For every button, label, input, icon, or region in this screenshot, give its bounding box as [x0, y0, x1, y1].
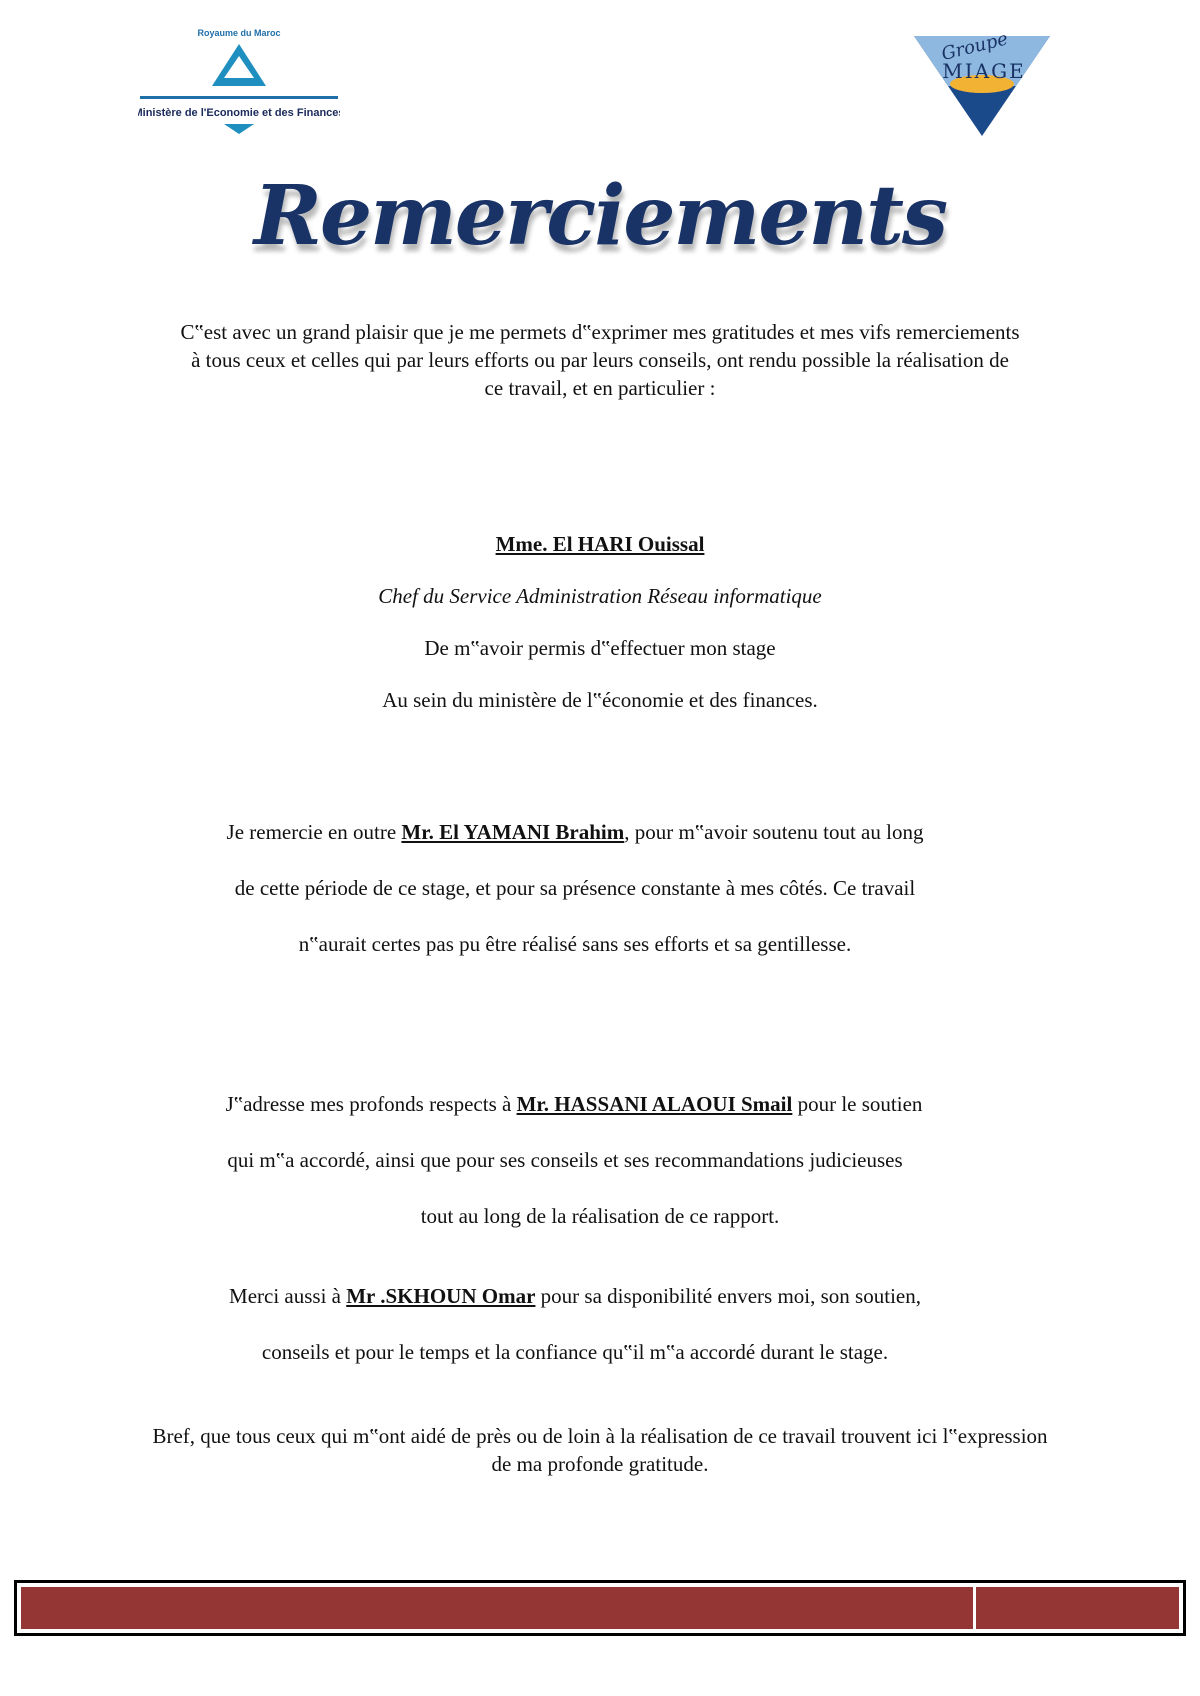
name-skhoun: Mr .SKHOUN Omar — [346, 1284, 536, 1308]
section3-line1 — [0, 1092, 1174, 1117]
section4-line2: conseils et pour le temps et la confiance qu‟il m‟a accordé durant le stage. — [261, 1340, 889, 1364]
miage-logo-word: MIAGE — [942, 59, 1026, 83]
name-hassani-alaoui: Mr. HASSANI ALAOUI Smail — [516, 1092, 793, 1116]
intro-paragraph: C‟est avec un grand plaisir que je me permets d‟exprimer mes gratitudes et mes vifs remerciements à tous ceux et celles qui par leurs efforts ou par leurs conseils, ont rendu possible la réalisation de ce travail, et en particulier : — [180, 320, 1020, 400]
section3-post: pour le soutien — [792, 1092, 923, 1116]
section2-post: , pour m‟avoir soutenu tout au long — [624, 820, 924, 844]
section1-line1: De m‟avoir permis d‟effectuer mon stage — [424, 636, 776, 660]
section2-pre: Je remercie en outre — [226, 820, 402, 844]
ministry-logo-bottom-text: Ministère de l'Economie et des Finances — [138, 107, 340, 119]
footer-bar — [21, 1587, 1179, 1629]
section1-line2: Au sein du ministère de l‟économie et des finances. — [382, 688, 818, 712]
ministry-logo-top-text: Royaume du Maroc — [197, 28, 281, 38]
section2-line1 — [0, 820, 1175, 845]
miage-logo — [912, 24, 1052, 136]
section4-line1 — [0, 1284, 1175, 1309]
footer-divider — [973, 1587, 976, 1629]
closing-paragraph: Bref, que tous ceux qui m‟ont aidé de près ou de loin à la réalisation de ce travail trouvent ici l‟expression de ma profonde gratitude. — [152, 1424, 1048, 1476]
section3-line2: qui m‟a accordé, ainsi que pour ses conseils et ses recommandations judicieuses — [227, 1148, 903, 1172]
section2-line3: n‟aurait certes pas pu être réalisé sans ses efforts et sa gentillesse. — [298, 932, 852, 956]
section2-line2: de cette période de ce stage, et pour sa présence constante à mes côtés. Ce travail — [234, 876, 916, 900]
name-el-yamani: Mr. El YAMANI Brahim — [401, 820, 625, 844]
section4-pre: Merci aussi à — [229, 1284, 347, 1308]
ministry-logo — [138, 26, 340, 134]
footer-band — [14, 1580, 1186, 1636]
page-title: Remerciements — [253, 168, 947, 264]
miage-logo-script: Groupe — [939, 28, 1011, 66]
section4-post: pour sa disponibilité envers moi, son soutien, — [535, 1284, 921, 1308]
role-line: Chef du Service Administration Réseau informatique — [378, 584, 822, 608]
name-el-hari: Mme. El HARI Ouissal — [495, 532, 705, 556]
section3-line3: tout au long de la réalisation de ce rapport. — [420, 1204, 780, 1228]
section3-pre: J‟adresse mes profonds respects à — [225, 1092, 517, 1116]
